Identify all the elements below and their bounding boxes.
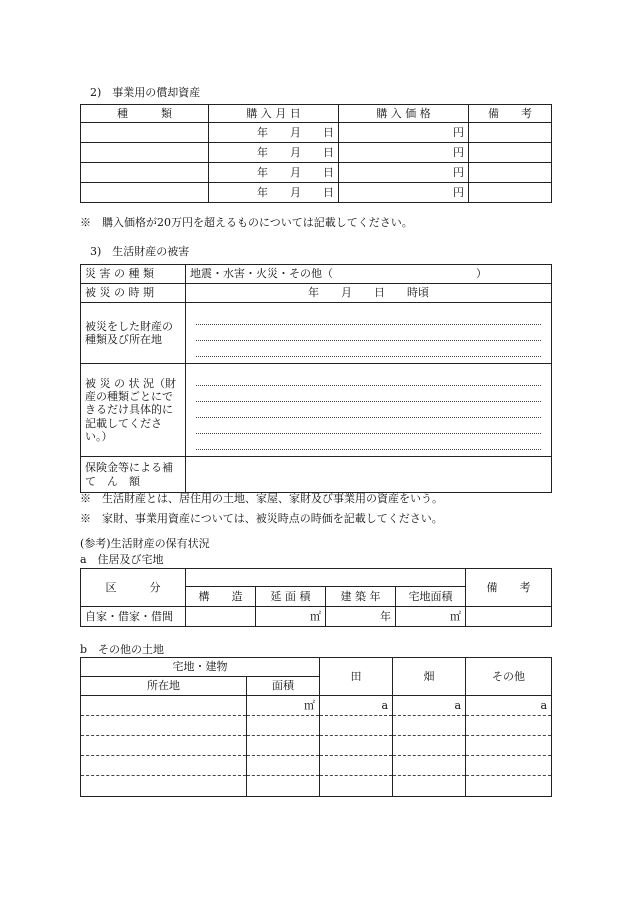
table-row [81, 716, 552, 736]
price-cell[interactable]: 円 [339, 163, 469, 183]
type-cell[interactable] [81, 183, 209, 203]
reference-heading: (参考)生活財産の保有状況 [80, 537, 210, 550]
section-2-note: ※ 購入価格が20万円を超えるものについては記載してください。 [80, 216, 413, 229]
other-cell[interactable] [466, 756, 552, 776]
rice-field-cell[interactable] [320, 756, 393, 776]
damaged-property-label: 被災をした財産の種類及び所在地 [81, 303, 186, 364]
blank-header [186, 569, 466, 587]
insurance-field[interactable] [186, 457, 552, 493]
build-year-header: 建 築 年 [326, 587, 396, 607]
area-cell[interactable] [247, 716, 320, 736]
area-cell[interactable] [247, 736, 320, 756]
table-row [81, 696, 552, 716]
upland-field-cell[interactable]: a [393, 696, 466, 716]
rice-field-cell[interactable] [320, 776, 393, 797]
date-cell[interactable]: 年 月 日 [209, 123, 339, 143]
upland-field-cell[interactable] [393, 776, 466, 797]
area-cell[interactable] [247, 756, 320, 776]
location-cell[interactable] [81, 736, 247, 756]
table-row [81, 123, 552, 143]
other-cell[interactable]: a [466, 696, 552, 716]
build-year-cell[interactable]: 年 [326, 607, 396, 627]
location-cell[interactable] [81, 716, 247, 736]
header-type: 種 類 [81, 105, 209, 123]
structure-header: 構 造 [186, 587, 256, 607]
type-cell[interactable] [81, 163, 209, 183]
other-land-table [80, 657, 552, 797]
remarks-cell[interactable] [469, 183, 552, 203]
residence-heading: a 住居及び宅地 [80, 553, 164, 566]
area-cell[interactable]: ㎡ [247, 696, 320, 716]
header-remarks: 備 考 [469, 105, 552, 123]
location-cell[interactable] [81, 696, 247, 716]
table-row [81, 736, 552, 756]
other-land-heading: b その他の土地 [80, 643, 165, 656]
price-cell[interactable]: 円 [339, 183, 469, 203]
disaster-type-label: 災 害 の 種 類 [81, 265, 186, 284]
damage-status-field[interactable] [186, 364, 552, 457]
location-cell[interactable] [81, 756, 247, 776]
disaster-type-value[interactable]: 地震・水害・火災・その他（ ） [186, 265, 552, 284]
structure-cell[interactable] [186, 607, 256, 627]
table-row [81, 756, 552, 776]
section-2-heading: 2) 事業用の償却資産 [90, 86, 201, 99]
table-row [81, 183, 552, 203]
rice-field-cell[interactable] [320, 736, 393, 756]
location-header: 所在地 [81, 677, 247, 696]
price-cell[interactable]: 円 [339, 143, 469, 163]
disaster-time-label: 被 災 の 時 期 [81, 284, 186, 303]
other-header: その他 [466, 658, 552, 696]
living-property-damage-table [80, 264, 552, 493]
section-3-note-2: ※ 家財、事業用資産については、被災時点の時価を記載してください。 [80, 512, 443, 525]
upland-field-cell[interactable] [393, 756, 466, 776]
date-cell[interactable]: 年 月 日 [209, 163, 339, 183]
area-cell[interactable] [247, 776, 320, 797]
floor-area-cell[interactable]: ㎡ [256, 607, 326, 627]
land-building-header: 宅地・建物 [81, 658, 320, 677]
price-cell[interactable]: 円 [339, 123, 469, 143]
rice-field-cell[interactable]: a [320, 696, 393, 716]
residence-table [80, 568, 552, 627]
land-area-cell[interactable]: ㎡ [396, 607, 466, 627]
header-purchase-date: 購 入 月 日 [209, 105, 339, 123]
remarks-cell[interactable] [466, 607, 552, 627]
table-row [81, 143, 552, 163]
damaged-property-field[interactable] [186, 303, 552, 364]
section-3-note-1: ※ 生活財産とは、居住用の土地、家屋、家財及び事業用の資産をいう。 [80, 492, 443, 505]
table-row [81, 607, 552, 627]
upland-field-header: 畑 [393, 658, 466, 696]
location-cell[interactable] [81, 776, 247, 797]
remarks-cell[interactable] [469, 163, 552, 183]
disaster-time-value[interactable]: 年 月 日 時頃 [186, 284, 552, 303]
date-cell[interactable]: 年 月 日 [209, 183, 339, 203]
date-cell[interactable]: 年 月 日 [209, 143, 339, 163]
table-row [81, 163, 552, 183]
upland-field-cell[interactable] [393, 716, 466, 736]
header-purchase-price: 購 入 価 格 [339, 105, 469, 123]
kubun-header: 区 分 [81, 569, 186, 607]
other-cell[interactable] [466, 716, 552, 736]
insurance-label: 保険金等による補 て ん 額 [81, 457, 186, 493]
upland-field-cell[interactable] [393, 736, 466, 756]
area-header: 面積 [247, 677, 320, 696]
rice-field-cell[interactable] [320, 716, 393, 736]
section-3-heading: 3) 生活財産の被害 [90, 245, 190, 258]
remarks-cell[interactable] [469, 123, 552, 143]
type-cell[interactable] [81, 123, 209, 143]
depreciable-assets-table [80, 104, 552, 203]
remarks-header: 備 考 [466, 569, 552, 607]
other-cell[interactable] [466, 776, 552, 797]
rice-field-header: 田 [320, 658, 393, 696]
damage-status-label: 被 災 の 状 況（財産の種類ごとにできるだけ具体的に記載してください。） [81, 364, 186, 457]
table-row [81, 776, 552, 797]
floor-area-header: 延 面 積 [256, 587, 326, 607]
remarks-cell[interactable] [469, 143, 552, 163]
other-cell[interactable] [466, 736, 552, 756]
land-area-header: 宅地面積 [396, 587, 466, 607]
type-cell[interactable] [81, 143, 209, 163]
residence-type-label: 自家・借家・借間 [81, 607, 186, 627]
